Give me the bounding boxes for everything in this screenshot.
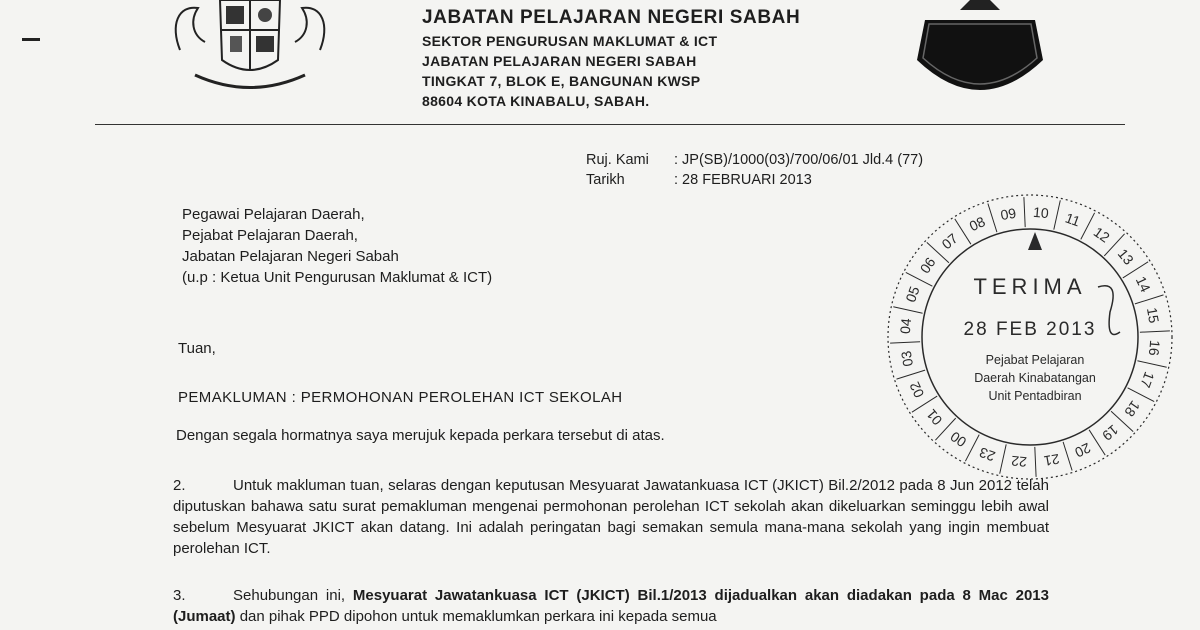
letterhead-line: JABATAN PELAJARAN NEGERI SABAH [422, 53, 697, 69]
triangle-icon [1028, 232, 1042, 250]
ruj-value: : JP(SB)/1000(03)/700/06/01 Jld.4 (77) [674, 152, 924, 168]
salutation: Tuan, [178, 340, 216, 357]
address-line: Pejabat Pelajaran Daerah, [182, 227, 358, 244]
stamp-ring-number: 03 [897, 349, 917, 368]
stamp-ring-number: 11 [1063, 209, 1083, 230]
organization-name: JABATAN PELAJARAN NEGERI SABAH [422, 7, 801, 28]
header-divider [95, 124, 1125, 125]
stamp-office-line: Daerah Kinabatangan [974, 371, 1096, 385]
address-line: Jabatan Pelajaran Negeri Sabah [182, 248, 399, 265]
tarikh-value: : 28 FEBRUARI 2013 [674, 172, 812, 188]
stamp-office-line: Pejabat Pelajaran [985, 353, 1085, 367]
stamp-ring-divider [1054, 200, 1061, 229]
department-emblem-logo [905, 0, 1055, 110]
stamp-ring-number: 00 [947, 428, 970, 451]
stamp-ring-number: 21 [1042, 450, 1061, 470]
stamp-ring-divider [897, 370, 926, 379]
paragraph-2 [173, 475, 1049, 559]
letterhead-line: 88604 KOTA KINABALU, SABAH. [422, 93, 650, 109]
stamp-ring-number: 01 [923, 406, 946, 429]
stamp-ring-number: 08 [966, 213, 988, 235]
paragraph-text: Sehubungan ini, [233, 587, 346, 604]
paragraph-text: dan pihak PPD dipohon untuk memaklumkan perkara ini kepada semua [239, 608, 717, 625]
stamp-ring-number: 20 [1072, 439, 1094, 461]
subject-line: PEMAKLUMAN : PERMOHONAN PEROLEHAN ICT SEKOLAH [178, 389, 623, 406]
stamp-ring-divider [1137, 361, 1166, 368]
stamp-ring-number: 04 [896, 317, 915, 335]
stamp-ring-number: 02 [906, 379, 928, 401]
stamp-ring-number: 09 [999, 204, 1018, 224]
stamp-ring-number: 16 [1145, 339, 1164, 357]
stamp-ring-divider [1140, 331, 1170, 332]
stamp-ring-divider [1035, 447, 1036, 477]
signature-scribble [1098, 286, 1120, 335]
paragraph-3 [173, 585, 1049, 627]
margin-mark [22, 38, 40, 41]
letterhead-line: SEKTOR PENGURUSAN MAKLUMAT & ICT [422, 33, 718, 49]
paragraph-number: 3. [173, 587, 186, 604]
stamp-ring-number: 22 [1010, 452, 1028, 471]
paragraph-number: 2. [173, 477, 186, 494]
paragraph-text: Untuk makluman tuan, selaras dengan keputusan Mesyuarat Jawatankuasa ICT (JKICT) Bil.2/2012 pada 8 Jun 2012 telah diputuskan bahawa satu surat pemakluman mengenai permohonan perolehan ICT sekolah akan dikeluarkan seminggu lebih awal sebelum Mesyuarat JKICT akan datang. Ini adalah peringatan bagi semakan semula mana-mana sekolah yang ingin membuat perolehan ICT. [173, 477, 1049, 557]
letterhead-line: TINGKAT 7, BLOK E, BANGUNAN KWSP [422, 73, 701, 89]
stamp-office-line: Unit Pentadbiran [988, 389, 1082, 403]
stamp-ring-number: 12 [1090, 223, 1113, 246]
letterhead [422, 8, 800, 111]
stamp-ring-number: 18 [1121, 397, 1144, 420]
recipient-address [182, 204, 492, 288]
stamp-ring-number: 05 [902, 284, 923, 305]
stamp-ring-number: 23 [977, 444, 998, 465]
stamp-ring-number: 19 [1099, 421, 1122, 444]
stamp-ring-number: 06 [916, 254, 939, 277]
received-stamp [870, 192, 1200, 482]
stamp-ring-divider [988, 204, 997, 233]
intro-paragraph: Dengan segala hormatnya saya merujuk kepada perkara tersebut di atas. [176, 427, 665, 444]
stamp-ring-number: 13 [1114, 245, 1137, 268]
stamp-ring-number: 15 [1143, 306, 1163, 325]
stamp-ring-divider [1135, 295, 1164, 304]
stamp-ring-divider [1024, 197, 1025, 227]
stamp-ring-divider [890, 342, 920, 343]
stamp-ring-number: 14 [1132, 273, 1154, 295]
stamp-ring-divider [1063, 442, 1072, 471]
reference-block [586, 150, 923, 190]
stamp-ring-divider [1000, 444, 1007, 473]
stamp-ring-divider [893, 307, 922, 314]
coat-of-arms-logo [160, 0, 340, 95]
address-line: (u.p : Ketua Unit Pengurusan Maklumat & ICT) [182, 269, 493, 286]
tarikh-label: Tarikh [586, 172, 625, 188]
ruj-label: Ruj. Kami [586, 152, 649, 168]
stamp-ring-number: 17 [1137, 369, 1158, 390]
stamp-ring-number: 10 [1032, 203, 1050, 222]
stamp-word: TERIMA [973, 274, 1087, 299]
stamp-ring-number: 07 [938, 230, 961, 253]
stamp-date: 28 FEB 2013 [963, 319, 1097, 340]
paragraph-bold-text: Mesyuarat Jawatankuasa ICT (JKICT) Bil.1/2013 dijadualkan akan diadakan pada 8 Mac 2013 (Jumaat) [173, 587, 1049, 625]
address-line: Pegawai Pelajaran Daerah, [182, 206, 365, 223]
